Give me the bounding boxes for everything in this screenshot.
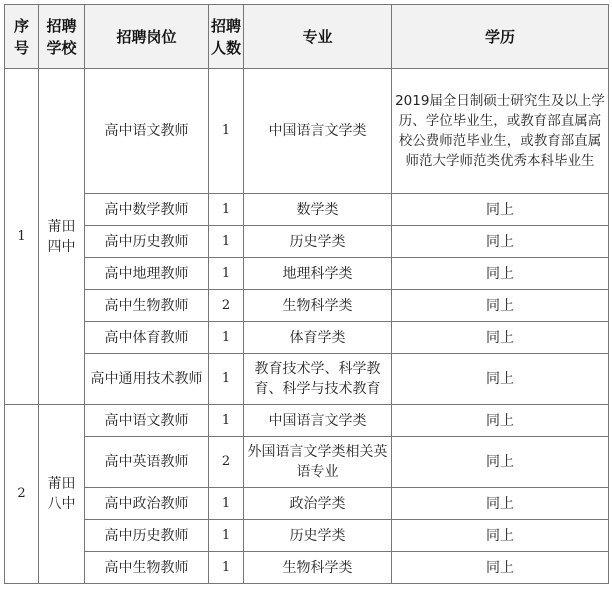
count-cell: 1 [209, 69, 244, 194]
major-cell: 政治学类 [244, 488, 392, 520]
post-cell: 高中生物教师 [85, 552, 209, 584]
header-row [5, 5, 609, 69]
table-row [5, 354, 609, 405]
edu-cell: 同上 [392, 194, 609, 226]
major-cell: 地理科学类 [244, 258, 392, 290]
edu-cell: 同上 [392, 405, 609, 437]
major-cell: 历史学类 [244, 226, 392, 258]
post-cell: 高中语文教师 [85, 405, 209, 437]
header-post: 招聘岗位 [85, 5, 209, 69]
count-cell: 1 [209, 226, 244, 258]
post-cell: 高中政治教师 [85, 488, 209, 520]
edu-cell: 同上 [392, 258, 609, 290]
major-cell: 外国语言文学类相关英语专业 [244, 437, 392, 488]
major-cell: 体育学类 [244, 322, 392, 354]
header-school: 招聘 学校 [39, 5, 85, 69]
edu-cell: 同上 [392, 437, 609, 488]
table-row [5, 194, 609, 226]
count-cell: 1 [209, 488, 244, 520]
count-cell: 1 [209, 552, 244, 584]
post-cell: 高中生物教师 [85, 290, 209, 322]
post-cell: 高中地理教师 [85, 258, 209, 290]
post-cell: 高中语文教师 [85, 69, 209, 194]
header-count: 招聘 人数 [209, 5, 244, 69]
post-cell: 高中通用技术教师 [85, 354, 209, 405]
edu-cell: 同上 [392, 552, 609, 584]
major-cell: 教育技术学、科学教育、科学与技术教育 [244, 354, 392, 405]
group-number: 2 [5, 405, 39, 584]
major-cell: 历史学类 [244, 520, 392, 552]
count-cell: 2 [209, 437, 244, 488]
count-cell: 2 [209, 290, 244, 322]
post-cell: 高中历史教师 [85, 520, 209, 552]
school-name: 莆田 八中 [39, 405, 85, 584]
major-cell: 中国语言文学类 [244, 69, 392, 194]
edu-cell: 2019届全日制硕士研究生及以上学历、学位毕业生，或教育部直属高校公费师范毕业生，或教育部直属师范大学师范类优秀本科毕业生 [392, 69, 609, 194]
group-number: 1 [5, 69, 39, 405]
header-no: 序 号 [5, 5, 39, 69]
table-row [5, 258, 609, 290]
count-cell: 1 [209, 520, 244, 552]
count-cell: 1 [209, 405, 244, 437]
table-row [5, 69, 609, 194]
edu-cell: 同上 [392, 290, 609, 322]
post-cell: 高中体育教师 [85, 322, 209, 354]
major-cell: 数学类 [244, 194, 392, 226]
school-name: 莆田 四中 [39, 69, 85, 405]
table-row [5, 552, 609, 584]
table-row [5, 520, 609, 552]
table-row [5, 437, 609, 488]
edu-cell: 同上 [392, 520, 609, 552]
edu-cell: 同上 [392, 488, 609, 520]
major-cell: 生物科学类 [244, 290, 392, 322]
edu-cell: 同上 [392, 226, 609, 258]
major-cell: 生物科学类 [244, 552, 392, 584]
header-edu: 学历 [392, 5, 609, 69]
count-cell: 1 [209, 258, 244, 290]
major-cell: 中国语言文学类 [244, 405, 392, 437]
count-cell: 1 [209, 354, 244, 405]
table-row [5, 290, 609, 322]
table-row [5, 226, 609, 258]
table-row [5, 405, 609, 437]
post-cell: 高中英语教师 [85, 437, 209, 488]
table-row [5, 322, 609, 354]
post-cell: 高中历史教师 [85, 226, 209, 258]
recruitment-table-wrapper [4, 4, 609, 584]
header-major: 专业 [244, 5, 392, 69]
edu-cell: 同上 [392, 354, 609, 405]
recruitment-table [4, 4, 609, 584]
edu-cell: 同上 [392, 322, 609, 354]
count-cell: 1 [209, 194, 244, 226]
table-row [5, 488, 609, 520]
post-cell: 高中数学教师 [85, 194, 209, 226]
count-cell: 1 [209, 322, 244, 354]
